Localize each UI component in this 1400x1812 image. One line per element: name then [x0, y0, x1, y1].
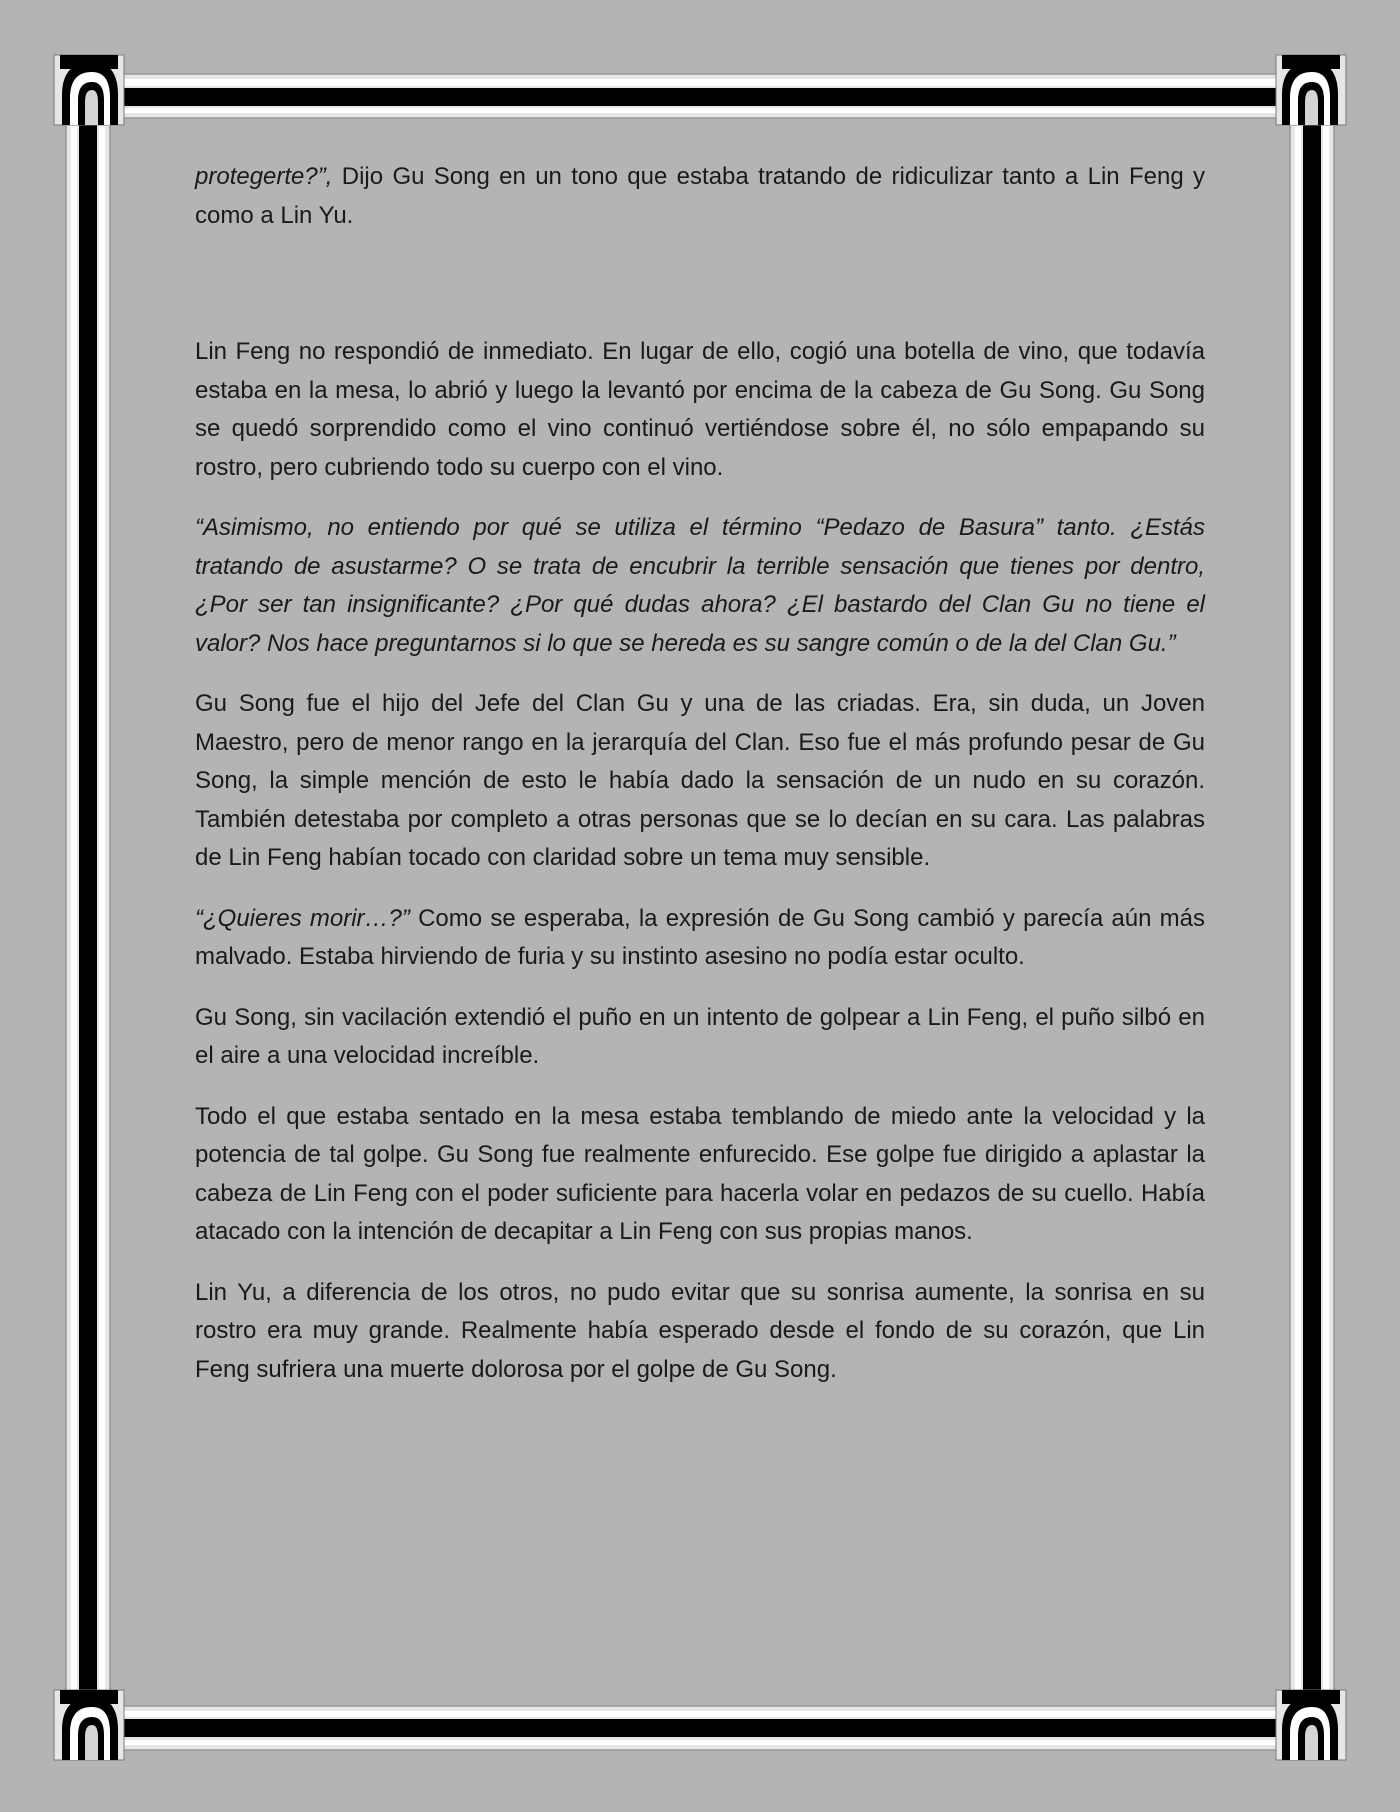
- frame-right-bar: [1290, 118, 1334, 1706]
- paragraph-2: [195, 333, 1205, 487]
- paragraph-8-text: Lin Yu, a diferencia de los otros, no pudo evitar que su sonrisa aumente, la sonrisa en su rostro era muy grande. Realmente había esperado desde el fondo de su corazón, que Lin Feng sufriera una muerte dolorosa por el golpe de Gu Song.: [195, 1278, 1205, 1383]
- paragraph-4-text: Gu Song fue el hijo del Jefe del Clan Gu y una de las criadas. Era, sin duda, un Joven Maestro, pero de menor rango en la jerarquía del Clan. Eso fue el más profundo pesar de Gu Song, la simple mención de esto le había dado la sensación de un nudo en su corazón. También detestaba por completo a otras personas que se lo decían en su cara. Las palabras de Lin Feng habían tocado con claridad sobre un tema muy sensible.: [195, 690, 1205, 871]
- frame-bottom-bar: [108, 1706, 1292, 1750]
- paragraph-5: [195, 900, 1205, 977]
- paragraph-4: [195, 685, 1205, 878]
- frame-top-bar: [108, 74, 1292, 118]
- paragraph-1-italic: protegerte?”,: [195, 163, 333, 190]
- paragraph-2-text: Lin Feng no respondió de inmediato. En lugar de ello, cogió una botella de vino, que todavía estaba en la mesa, lo abrió y luego la levantó por encima de la cabeza de Gu Song. Gu Song se quedó sorprendido como el vino continuó vertiéndose sobre él, no sólo empapando su rostro, pero cubriendo todo su cuerpo con el vino.: [195, 338, 1205, 481]
- paragraph-7-text: Todo el que estaba sentado en la mesa estaba temblando de miedo ante la velocidad y la potencia de tal golpe. Gu Song fue realmente enfurecido. Ese golpe fue dirigido a aplastar la cabeza de Lin Feng con el poder suficiente para hacerla volar en pedazos de su cuello. Había atacado con la intención de decapitar a Lin Feng con sus propias manos.: [195, 1102, 1205, 1245]
- frame-left-bar: [66, 118, 110, 1706]
- paragraph-5-italic: “¿Quieres morir…?”: [195, 904, 410, 932]
- paragraph-7: [195, 1098, 1205, 1252]
- story-text: [195, 158, 1205, 1411]
- paragraph-3: [195, 509, 1205, 663]
- frame-corner-bottom-right: [1276, 1690, 1346, 1760]
- paragraph-1-text: Dijo Gu Song en un tono que estaba tratando de ridiculizar tanto a Lin Feng y como a Lin Yu.: [195, 163, 1205, 229]
- paragraph-5-text: Como se esperaba, la expresión de Gu Song cambió y parecía aún más malvado. Estaba hirviendo de furia y su instinto asesino no podía estar oculto.: [195, 904, 1205, 970]
- paragraph-3-italic: “Asimismo, no entiendo por qué se utiliza el término “Pedazo de Basura” tanto. ¿Estás tratando de asustarme? O se trata de encubrir la terrible sensación que tienes por dentro, ¿Por ser tan insignificante? ¿Por qué dudas ahora? ¿El bastardo del Clan Gu no tiene el valor? Nos hace preguntarnos si lo que se hereda es su sangre común o de la del Clan Gu.”: [195, 514, 1205, 657]
- frame-corner-top-left: [54, 55, 124, 125]
- frame-corner-bottom-left: [54, 1690, 124, 1760]
- paragraph-6-text: Gu Song, sin vacilación extendió el puño en un intento de golpear a Lin Feng, el puño silbó en el aire a una velocidad increíble.: [195, 1003, 1205, 1069]
- frame-corner-top-right: [1276, 55, 1346, 125]
- paragraph-1: [195, 158, 1205, 235]
- paragraph-8: [195, 1274, 1205, 1390]
- paragraph-6: [195, 999, 1205, 1076]
- paragraph-spacer: [195, 235, 1205, 333]
